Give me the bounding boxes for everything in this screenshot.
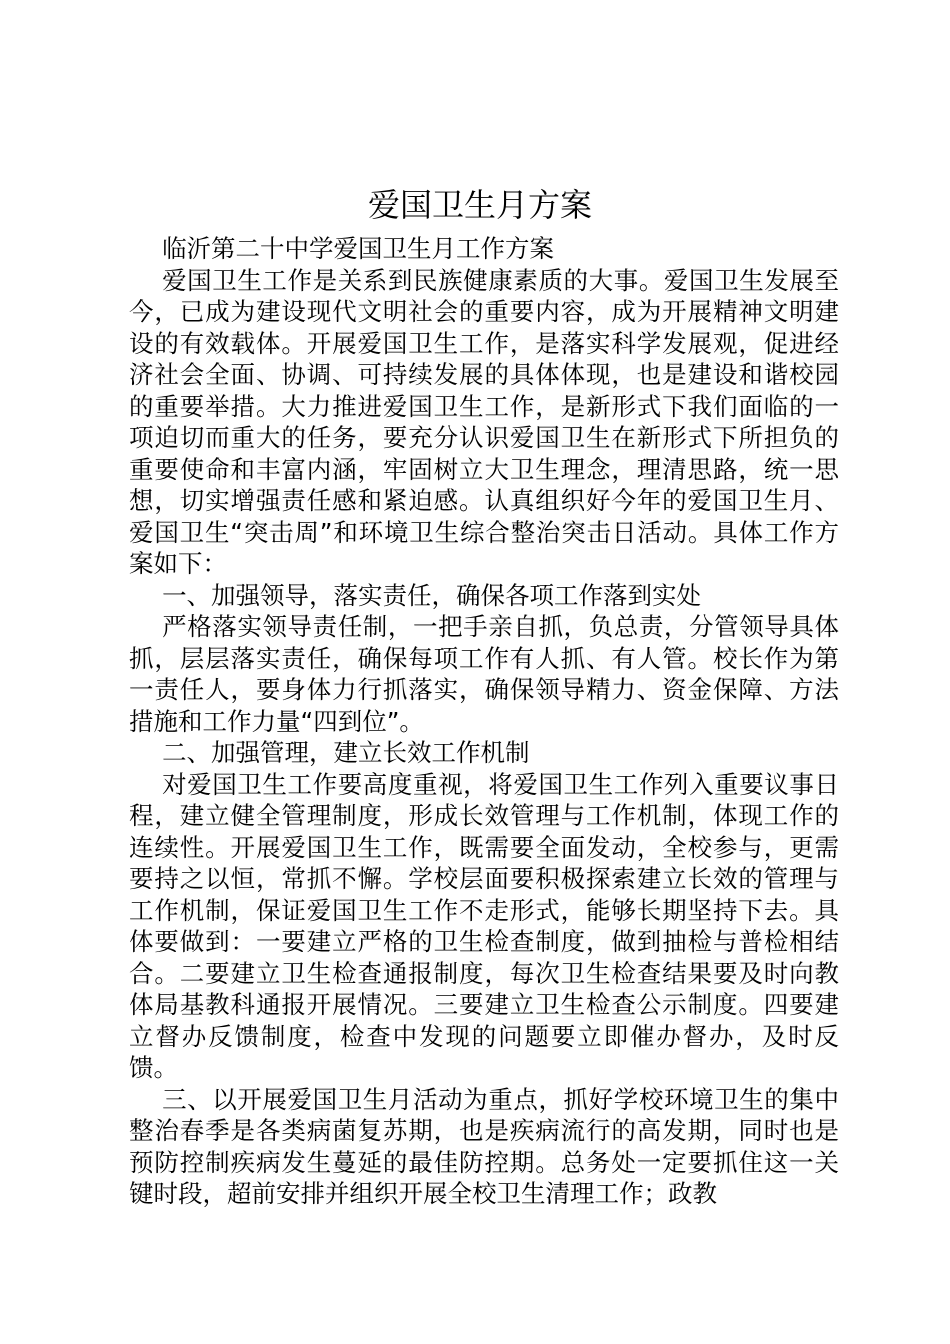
paragraph-intro: 爱国卫生工作是关系到民族健康素质的大事。爱国卫生发展至今，已成为建设现代文明社会的重要内容，成为开展精神文明建设的有效载体。开展爱国卫生工作，是落实科学发展观，促进经济社会全面、协调、可持续发展的具体体现，也是建设和谐校园的重要举措。大力推进爱国卫生工作，是新形式下我们面临的一项迫切而重大的任务，要充分认识爱国卫生在新形式下所担负的重要使命和丰富内涵，牢固树立大卫生理念，理清思路，统一思想，切实增强责任感和紧迫感。认真组织好今年的爱国卫生月、爱国卫生“突击周”和环境卫生综合整治突击日活动。具体工作方案如下： <box>129 265 839 578</box>
document-title: 爱国卫生月方案 <box>367 186 592 224</box>
paragraph-section-3: 三、以开展爱国卫生月活动为重点，抓好学校环境卫生的集中整治春季是各类病菌复苏期，也是疾病流行的高发期，同时也是预防控制疾病发生蔓延的最佳防控期。总务处一定要抓住这一关键时段，超前安排并组织开展全校卫生清理工作；政教 <box>129 1084 839 1208</box>
section-heading-2: 二、加强管理，建立长效工作机制 <box>162 738 530 767</box>
section-heading-1: 一、加强领导，落实责任，确保各项工作落到实处 <box>162 580 702 610</box>
paragraph-section-2: 对爱国卫生工作要高度重视，将爱国卫生工作列入重要议事日程，建立健全管理制度，形成长效管理与工作机制，体现工作的连续性。开展爱国卫生工作，既需要全面发动，全校参与，更需要持之以恒，常抓不懈。学校层面要积极探索建立长效的管理与工作机制，保证爱国卫生工作不走形式，能够长期坚持下去。具体要做到：一要建立严格的卫生检查制度，做到抽检与普检相结合。二要建立卫生检查通报制度，每次卫生检查结果要及时向教体局基教科通报开展情况。三要建立卫生检查公示制度。四要建立督办反馈制度，检查中发现的问题要立即催办督办，及时反馈。 <box>129 769 839 1082</box>
document-body <box>129 233 839 1210</box>
paragraph-subtitle: 临沂第二十中学爱国卫生月工作方案 <box>162 234 555 263</box>
paragraph-section-1: 严格落实领导责任制，一把手亲自抓，负总责，分管领导具体抓，层层落实责任，确保每项工作有人抓、有人管。校长作为第一责任人，要身体力行抓落实，确保领导精力、资金保障、方法措施和工作力量“四到位”。 <box>129 612 839 736</box>
